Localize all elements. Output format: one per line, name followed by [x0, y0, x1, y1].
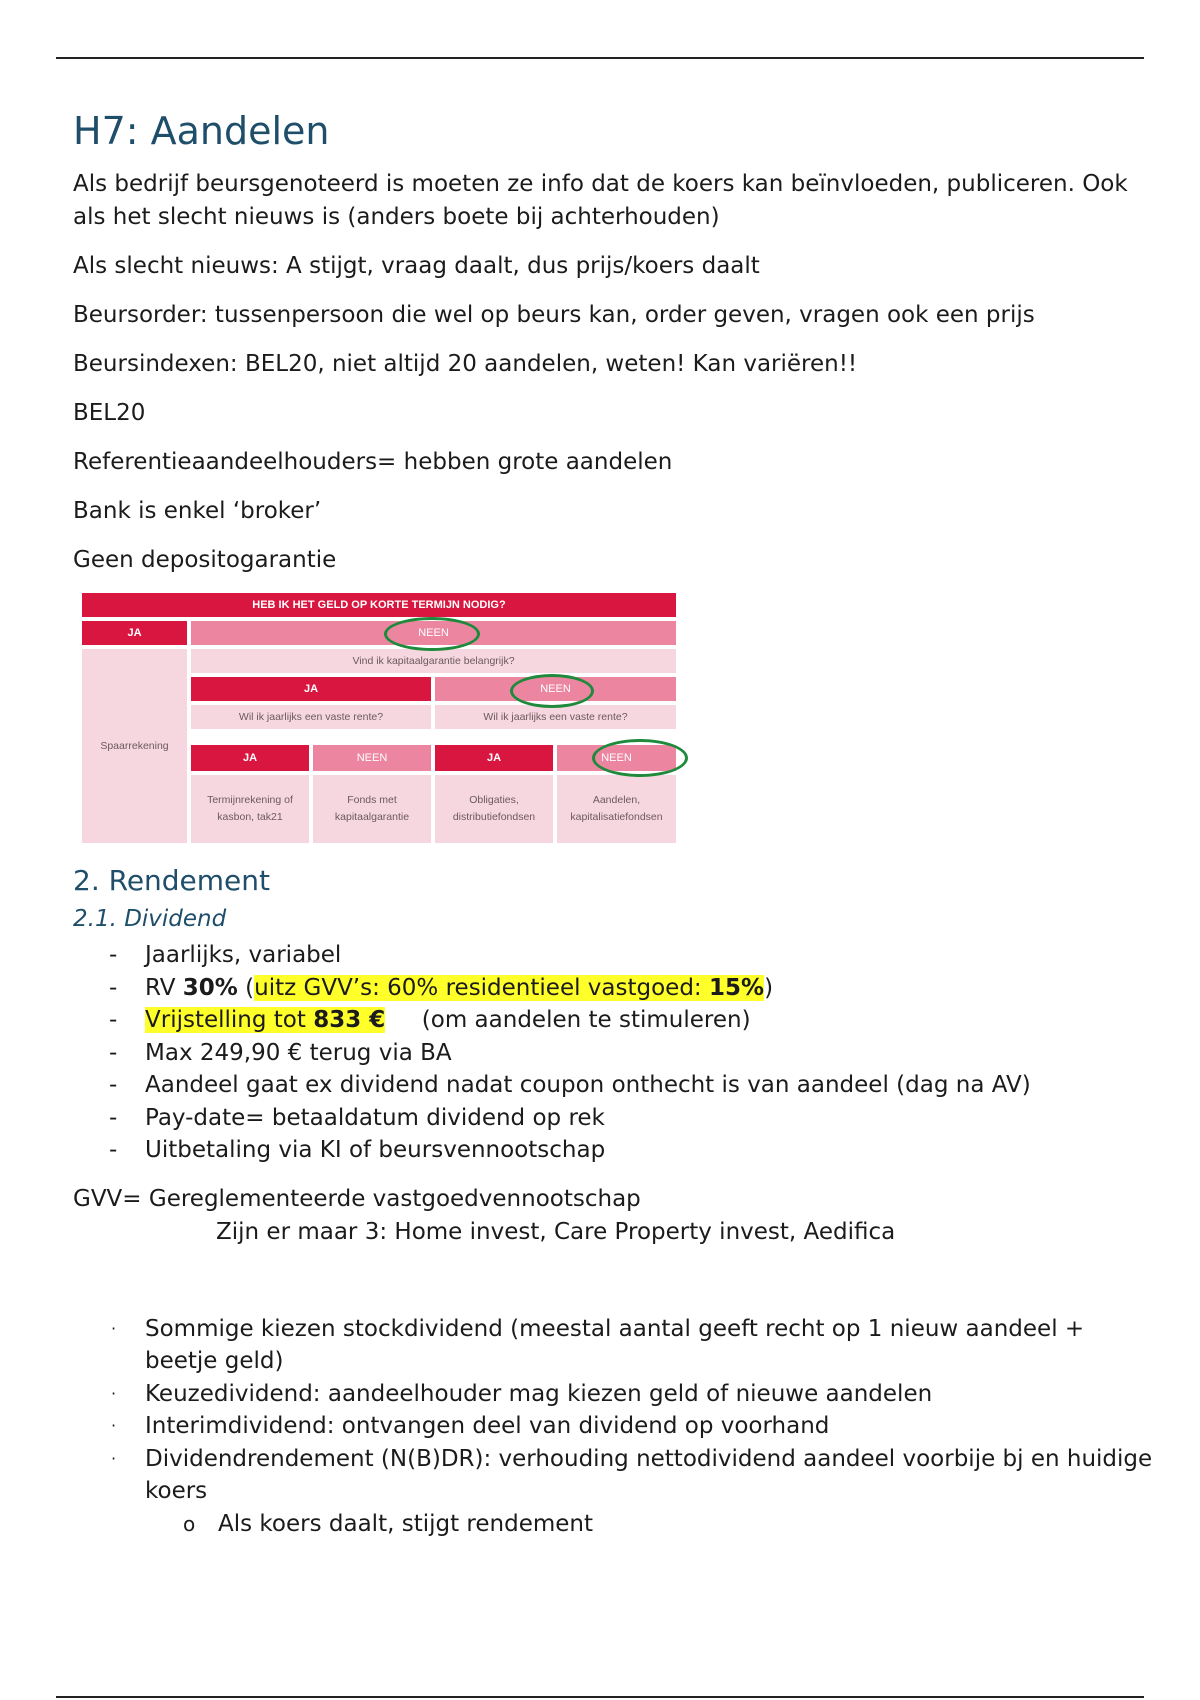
list-item: - Pay-date= betaaldatum dividend op rek	[73, 1102, 1153, 1135]
dot-bullet: ·	[111, 1448, 117, 1468]
dash-bullet: -	[109, 1039, 118, 1066]
diagram-outcome-fonds-kapitaalgarantie: Fonds met kapitaalgarantie	[313, 775, 431, 843]
dividend-types-list	[73, 1313, 1153, 1508]
paragraph-bel20: BEL20	[73, 400, 146, 426]
decision-diagram	[82, 593, 676, 843]
paragraph-publication: Als bedrijf beursgenoteerd is moeten ze info dat de koers kan beïnvloeden, publiceren. Ook als het slecht nieuws is (anders boete bij achterhouden)	[73, 171, 1128, 230]
paragraph-gvv: GVV= Gereglementeerde vastgoedvennootschap	[73, 1185, 641, 1212]
paragraph-referentieaandeelhouders: Referentieaandeelhouders= hebben grote aandelen	[73, 449, 673, 475]
paragraph-bad-news: Als slecht nieuws: A stijgt, vraag daalt, dus prijs/koers daalt	[73, 253, 760, 279]
dividend-list	[73, 939, 1153, 1167]
list-item: · Keuzedividend: aandeelhouder mag kiezen geld of nieuwe aandelen	[73, 1378, 1153, 1411]
paragraph-gvv-note: Zijn er maar 3: Home invest, Care Property invest, Aedifica	[216, 1218, 896, 1245]
list-item: - Max 249,90 € terug via BA	[73, 1037, 1153, 1070]
diagram-header: HEB IK HET GELD OP KORTE TERMIJN NODIG?	[82, 593, 676, 617]
diagram-neen-3: NEEN	[313, 745, 431, 771]
diagram-neen-2: NEEN	[435, 677, 676, 701]
paragraph-beursindexen: Beursindexen: BEL20, niet altijd 20 aandelen, weten! Kan variëren!!	[73, 351, 858, 377]
list-item: - Jaarlijks, variabel	[73, 939, 1153, 972]
highlight-ring-2	[510, 674, 594, 708]
diagram-neen-1: NEEN	[191, 621, 676, 645]
dot-bullet: ·	[111, 1383, 117, 1403]
dot-bullet: ·	[111, 1416, 117, 1435]
circle-bullet: o	[183, 1511, 196, 1536]
diagram-ja-1: JA	[82, 621, 187, 645]
list-item: o Als koers daalt, stijgt rendement	[73, 1508, 1153, 1541]
dash-bullet: -	[109, 1104, 118, 1131]
top-rule	[56, 57, 1144, 59]
list-item: - Vrijstelling tot 833 € (om aandelen te stimuleren)	[73, 1004, 1153, 1037]
list-item: - Aandeel gaat ex dividend nadat coupon onthecht is van aandeel (dag na AV)	[73, 1069, 1153, 1102]
section-heading-rendement: 2. Rendement	[73, 864, 271, 897]
diagram-ja-3: JA	[191, 745, 309, 771]
diagram-question-vaste-rente-right: Wil ik jaarlijks een vaste rente?	[435, 705, 676, 729]
list-item: · Interimdividend: ontvangen deel van dividend op voorhand	[73, 1410, 1153, 1443]
dash-bullet: -	[109, 942, 118, 968]
highlight: Vrijstelling tot 833 €	[145, 1007, 386, 1033]
highlight: uitz GVV’s: 60% residentieel vastgoed: 15%	[254, 974, 765, 1001]
list-item: - Uitbetaling via KI of beursvennootschap	[73, 1134, 1153, 1167]
highlight-ring-1	[384, 617, 480, 651]
subsection-heading-dividend: 2.1. Dividend	[73, 906, 227, 932]
diagram-neen-4: NEEN	[557, 745, 676, 771]
page-title: H7: Aandelen	[73, 109, 330, 153]
diagram-ja-4: JA	[435, 745, 553, 771]
list-item: · Dividendrendement (N(B)DR): verhouding nettodividend aandeel voorbije bj en huidige koers	[73, 1443, 1153, 1508]
dividend-subitems	[73, 1508, 1153, 1541]
diagram-question-kapitaalgarantie: Vind ik kapitaalgarantie belangrijk?	[191, 649, 676, 673]
document-body	[73, 104, 1153, 1540]
paragraph-depositogarantie: Geen depositogarantie	[73, 547, 337, 573]
list-item: - RV 30% (uitz GVV’s: 60% residentieel vastgoed: 15%)	[73, 972, 1153, 1005]
highlight-ring-3	[592, 739, 688, 777]
dash-bullet: -	[109, 974, 118, 1001]
dash-bullet: -	[109, 1007, 118, 1033]
paragraph-bank-broker: Bank is enkel ‘broker’	[73, 498, 322, 524]
diagram-question-vaste-rente-left: Wil ik jaarlijks een vaste rente?	[191, 705, 431, 729]
bottom-rule	[56, 1696, 1144, 1698]
diagram-spaarrekening: Spaarrekening	[82, 649, 187, 843]
dot-bullet: ·	[111, 1318, 117, 1338]
dash-bullet: -	[109, 1072, 118, 1098]
paragraph-beursorder: Beursorder: tussenpersoon die wel op beurs kan, order geven, vragen ook een prijs	[73, 302, 1035, 328]
diagram-outcome-aandelen: Aandelen, kapitalisatiefondsen	[557, 775, 676, 843]
dash-bullet: -	[109, 1137, 118, 1163]
diagram-outcome-obligaties: Obligaties, distributiefondsen	[435, 775, 553, 843]
diagram-outcome-termijnrekening: Termijnrekening of kasbon, tak21	[191, 775, 309, 843]
list-item: · Sommige kiezen stockdividend (meestal aantal geeft recht op 1 nieuw aandeel + beetje geld)	[73, 1313, 1153, 1378]
diagram-ja-2: JA	[191, 677, 431, 701]
